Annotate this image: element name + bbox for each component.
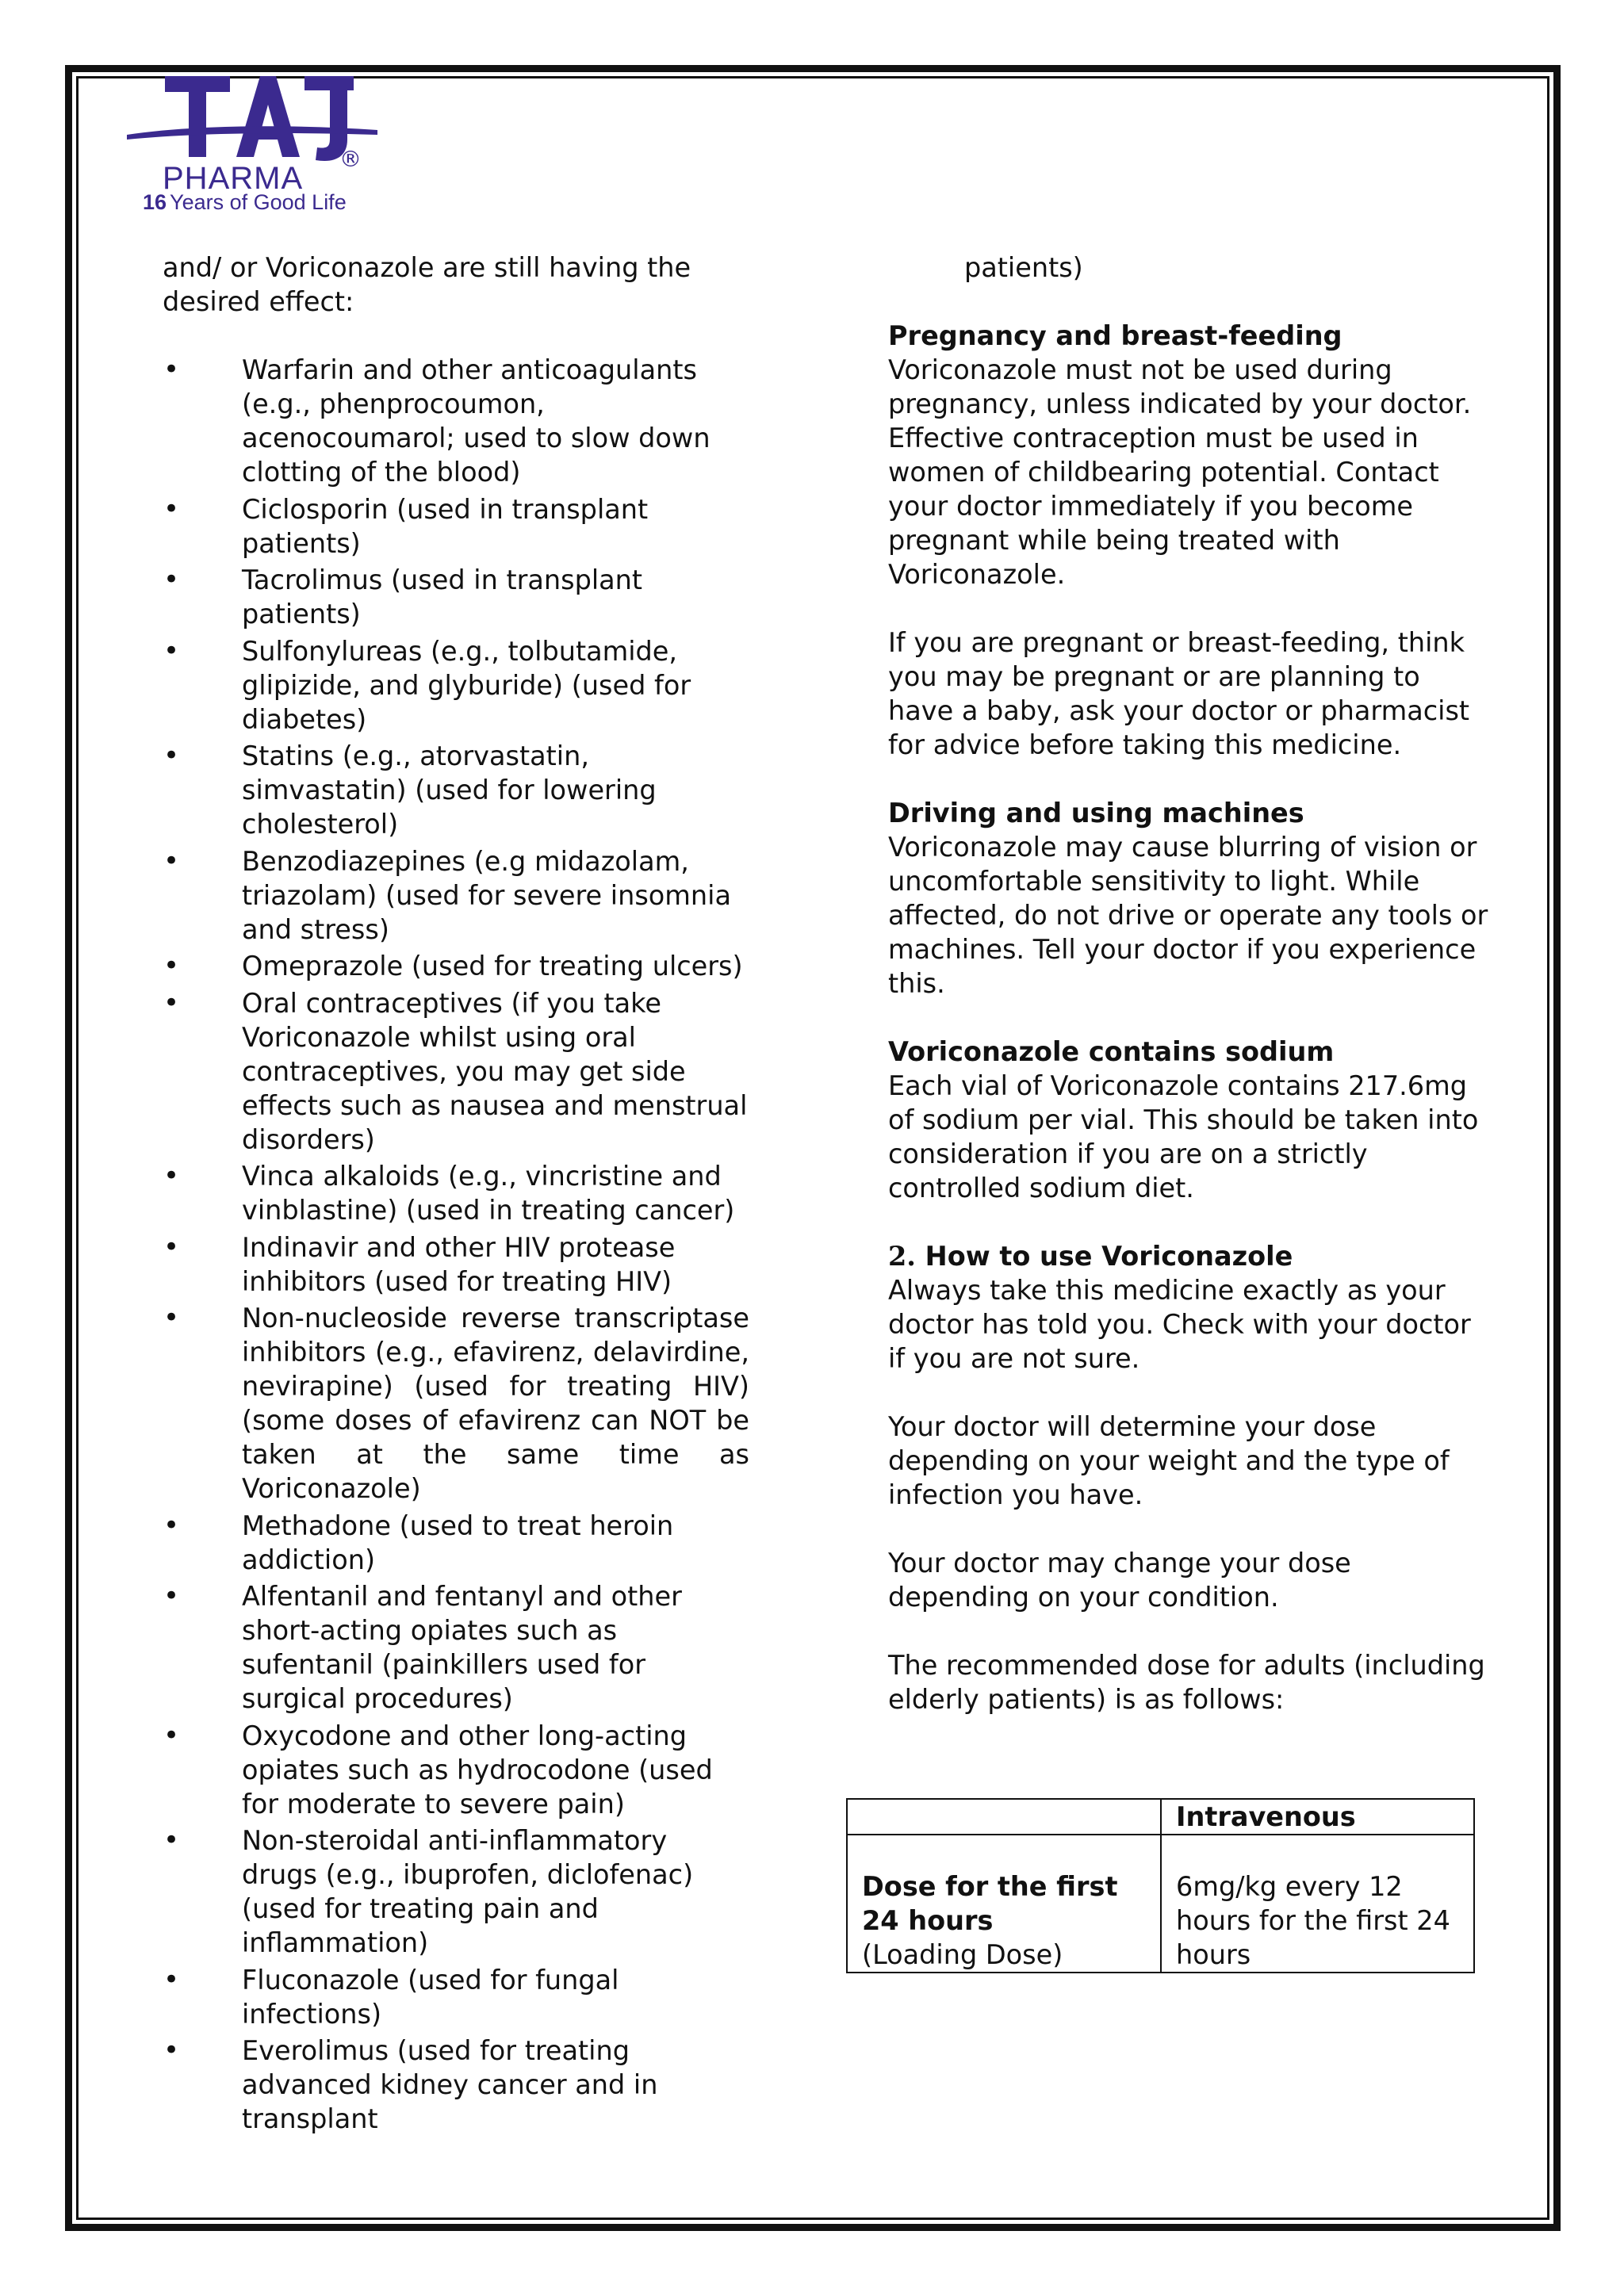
registered-mark: ® — [339, 146, 362, 172]
left-column — [163, 251, 749, 2139]
intro-text: and/ or Voriconazole are still having the desired effect: — [163, 252, 691, 317]
pregnancy-paragraph-2: If you are pregnant or breast-feeding, think you may be pregnant or are planning to have a baby, ask your doctor or pharmacist for advice before taking this medicine. — [888, 627, 1470, 760]
how-to-paragraph-1: Always take this medicine exactly as your doctor has told you. Check with your doctor if you are not sure. — [888, 1275, 1471, 1374]
list-item: • Ciclosporin (used in transplant patients) — [163, 492, 749, 561]
logo-tagline — [143, 190, 347, 215]
list-item: • Tacrolimus (used in transplant patients) — [163, 563, 749, 631]
list-item: • Non-steroidal anti-inflammatory drugs (e.g., ibuprofen, diclofenac) (used for treating pain and inflammation) — [163, 1823, 749, 1960]
dose-label-sub: (Loading Dose) — [862, 1939, 1063, 1970]
logo-pharma-text: PHARMA — [163, 161, 304, 196]
how-to-paragraph-4: The recommended dose for adults (including elderly patients) is as follows: — [888, 1650, 1485, 1715]
dose-table — [846, 1798, 1475, 1973]
list-item: • Alfentanil and fentanyl and other short-acting opiates such as sufentanil (painkillers used for surgical procedures) — [163, 1579, 749, 1716]
list-item: • Indinavir and other HIV protease inhibitors (used for treating HIV) — [163, 1230, 749, 1299]
list-item: • Benzodiazepines (e.g midazolam, triazolam) (used for severe insomnia and stress) — [163, 844, 749, 947]
dose-label: Dose for the first 24 hours — [862, 1871, 1118, 1936]
interaction-list — [163, 353, 749, 2136]
tagline-text: Years of Good Life — [170, 190, 347, 214]
how-to-use-heading — [888, 1239, 1491, 1273]
how-to-paragraph-2: Your doctor will determine your dose depending on your weight and the type of infection you have. — [888, 1411, 1450, 1510]
list-item: • Oral contraceptives (if you take Voriconazole whilst using oral contraceptives, you may get side effects such as nausea and menstrual disorders) — [163, 986, 749, 1157]
list-item: • Everolimus (used for treating advanced kidney cancer and in transplant — [163, 2034, 749, 2136]
list-item: • Omeprazole (used for treating ulcers) — [163, 949, 749, 983]
pregnancy-heading: Pregnancy and breast-feeding — [888, 320, 1342, 351]
table-row — [847, 1799, 1474, 1835]
driving-paragraph: Voriconazole may cause blurring of vision or uncomfortable sensitivity to light. While affected, do not drive or operate any tools or machines. Tell your doctor if you experience this. — [888, 832, 1488, 999]
list-item: • Vinca alkaloids (e.g., vincristine and vinblastine) (used in treating cancer) — [163, 1159, 749, 1227]
list-item: • Non-nucleoside reverse transcriptase inhibitors (e.g., efavirenz, delavirdine, nevirapine) (used for treating HIV) (some doses of efavirenz can NOT be taken at the same time as Voriconazole) — [163, 1301, 749, 1506]
pregnancy-paragraph: Voriconazole must not be used during pregnancy, unless indicated by your doctor. Effective contraception must be used in women of childbearing potential. Contact your doctor immediately if you become pregnant while being treated with Voriconazole. — [888, 354, 1472, 590]
how-to-paragraph-3: Your doctor may change your dose depending on your condition. — [888, 1548, 1351, 1613]
list-item: • Statins (e.g., atorvastatin, simvastatin) (used for lowering cholesterol) — [163, 739, 749, 841]
continuation-text: patients) — [964, 252, 1083, 283]
tagline-number: 16 — [143, 190, 167, 214]
dose-label-cell — [847, 1835, 1161, 1973]
list-item: • Warfarin and other anticoagulants (e.g., phenprocoumon, acenocoumarol; used to slow down clotting of the blood) — [163, 353, 749, 489]
section-title: How to use Voriconazole — [925, 1241, 1293, 1272]
driving-heading: Driving and using machines — [888, 798, 1304, 828]
list-item: • Oxycodone and other long-acting opiates such as hydrocodone (used for moderate to severe pain) — [163, 1719, 749, 1821]
list-item: • Methadone (used to treat heroin addiction) — [163, 1509, 749, 1577]
list-item: • Fluconazole (used for fungal infections) — [163, 1963, 749, 2031]
right-column — [888, 251, 1491, 1716]
list-item: • Sulfonylureas (e.g., tolbutamide, glipizide, and glyburide) (used for diabetes) — [163, 634, 749, 737]
section-number: 2. — [888, 1241, 916, 1272]
sodium-paragraph: Each vial of Voriconazole contains 217.6mg of sodium per vial. This should be taken into consideration if you are on a strictly controlled sodium diet. — [888, 1070, 1479, 1203]
dose-value-cell: 6mg/kg every 12 hours for the first 24 hours — [1161, 1835, 1474, 1973]
sodium-heading: Voriconazole contains sodium — [888, 1036, 1335, 1067]
table-row — [847, 1835, 1474, 1973]
table-header-cell-empty — [847, 1799, 1161, 1835]
table-header-intravenous: Intravenous — [1161, 1799, 1474, 1835]
